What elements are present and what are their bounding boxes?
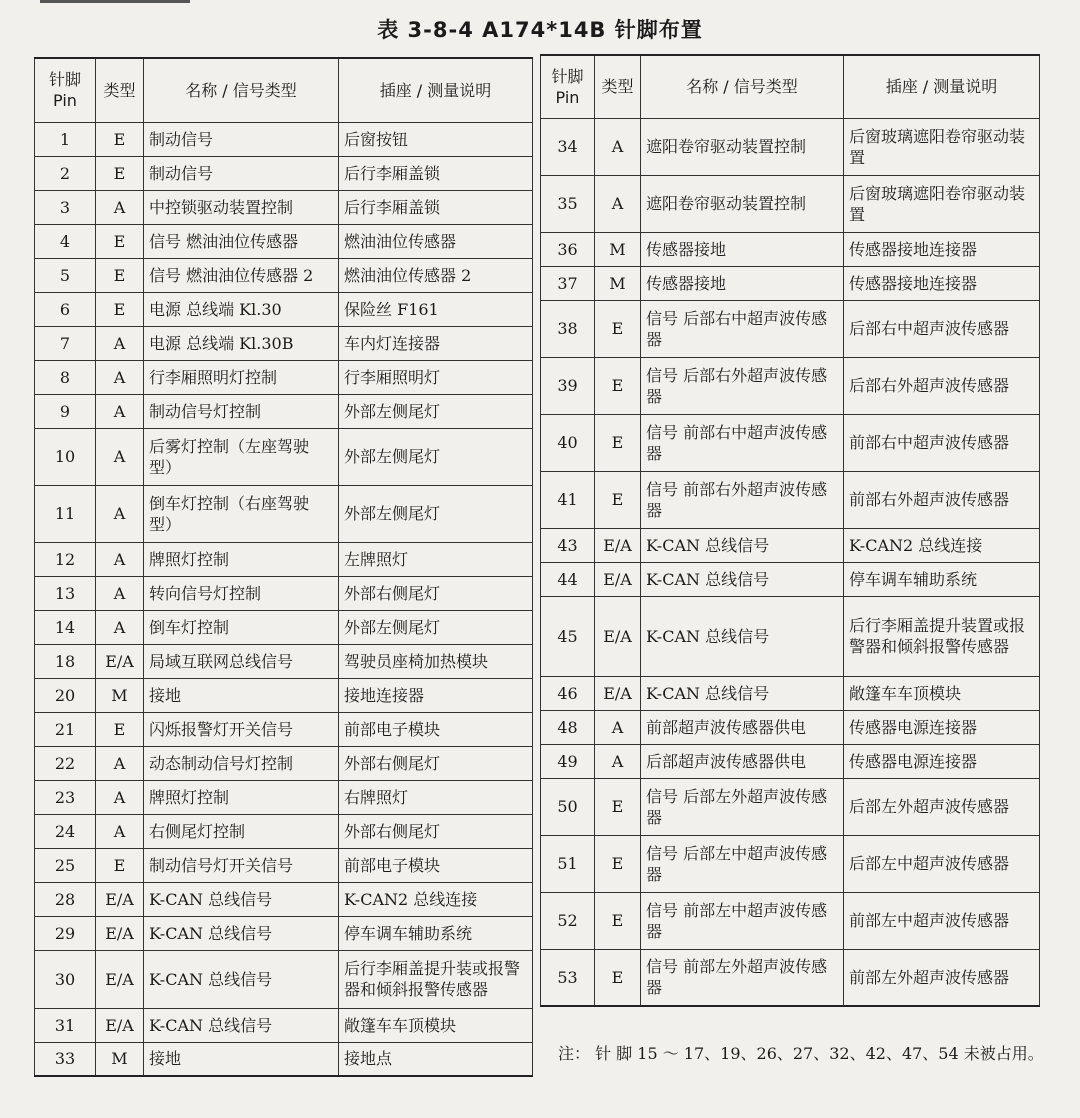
table-row xyxy=(35,258,533,292)
name-cell: 接地 xyxy=(144,1042,339,1076)
pin-cell: 53 xyxy=(541,949,595,1006)
pin-cell: 11 xyxy=(35,485,96,542)
name-cell: 制动信号灯控制 xyxy=(144,394,339,428)
desc-cell: 外部右侧尾灯 xyxy=(339,576,533,610)
type-cell: A xyxy=(96,360,144,394)
type-cell: A xyxy=(96,780,144,814)
desc-cell: 外部左侧尾灯 xyxy=(339,428,533,485)
table-row xyxy=(35,950,533,1008)
table-row xyxy=(35,326,533,360)
header-desc: 插座 / 测量说明 xyxy=(844,55,1040,118)
desc-cell: 敞篷车车顶模块 xyxy=(844,676,1040,710)
table-row xyxy=(35,712,533,746)
name-cell: K-CAN 总线信号 xyxy=(641,562,844,596)
name-cell: K-CAN 总线信号 xyxy=(144,1008,339,1042)
desc-cell: 后窗玻璃遮阳卷帘驱动装置 xyxy=(844,118,1040,175)
pin-cell: 1 xyxy=(35,122,96,156)
type-cell: A xyxy=(595,118,641,175)
desc-cell: 前部电子模块 xyxy=(339,848,533,882)
pin-cell: 10 xyxy=(35,428,96,485)
type-cell: E xyxy=(96,156,144,190)
desc-cell: 传感器电源连接器 xyxy=(844,744,1040,778)
pin-cell: 52 xyxy=(541,892,595,949)
table-row xyxy=(35,292,533,326)
table-row xyxy=(541,892,1040,949)
pin-cell: 44 xyxy=(541,562,595,596)
type-cell: M xyxy=(595,266,641,300)
desc-cell: 停车调车辅助系统 xyxy=(844,562,1040,596)
table-row xyxy=(541,118,1040,175)
type-cell: A xyxy=(96,576,144,610)
header-pin: 针脚 Pin xyxy=(541,55,595,118)
table-row xyxy=(35,848,533,882)
table-row xyxy=(35,360,533,394)
pin-cell: 51 xyxy=(541,835,595,892)
desc-cell: 保险丝 F161 xyxy=(339,292,533,326)
table-row xyxy=(35,394,533,428)
pin-cell: 33 xyxy=(35,1042,96,1076)
pin-cell: 38 xyxy=(541,300,595,357)
type-cell: E xyxy=(595,471,641,528)
table-row xyxy=(35,610,533,644)
name-cell: K-CAN 总线信号 xyxy=(641,676,844,710)
type-cell: E xyxy=(595,949,641,1006)
type-cell: E/A xyxy=(595,562,641,596)
type-cell: A xyxy=(96,394,144,428)
name-cell: 电源 总线端 Kl.30 xyxy=(144,292,339,326)
table-row xyxy=(35,122,533,156)
name-cell: 制动信号 xyxy=(144,156,339,190)
name-cell: 前部超声波传感器供电 xyxy=(641,710,844,744)
name-cell: 倒车灯控制（右座驾驶型） xyxy=(144,485,339,542)
desc-cell: 后部右外超声波传感器 xyxy=(844,357,1040,414)
page-title: 表 3-8-4 A174*14B 针脚布置 xyxy=(377,18,703,42)
type-cell: M xyxy=(595,232,641,266)
name-cell: 信号 燃油油位传感器 2 xyxy=(144,258,339,292)
desc-cell: 外部右侧尾灯 xyxy=(339,746,533,780)
type-cell: E/A xyxy=(595,596,641,676)
name-cell: 行李厢照明灯控制 xyxy=(144,360,339,394)
footnote: 注： 针 脚 15 ～ 17、19、26、27、32、42、47、54 未被占用。 xyxy=(558,1044,1044,1063)
desc-cell: 外部左侧尾灯 xyxy=(339,485,533,542)
type-cell: E xyxy=(595,414,641,471)
desc-cell: 后部左中超声波传感器 xyxy=(844,835,1040,892)
desc-cell: K-CAN2 总线连接 xyxy=(339,882,533,916)
type-cell: A xyxy=(96,326,144,360)
header-name: 名称 / 信号类型 xyxy=(144,58,339,122)
name-cell: K-CAN 总线信号 xyxy=(641,596,844,676)
name-cell: 传感器接地 xyxy=(641,266,844,300)
table-row xyxy=(541,778,1040,835)
desc-cell: 右牌照灯 xyxy=(339,780,533,814)
desc-cell: 停车调车辅助系统 xyxy=(339,916,533,950)
table-row xyxy=(541,835,1040,892)
desc-cell: 外部左侧尾灯 xyxy=(339,394,533,428)
type-cell: E xyxy=(96,848,144,882)
name-cell: 信号 燃油油位传感器 xyxy=(144,224,339,258)
table-row xyxy=(35,224,533,258)
type-cell: A xyxy=(595,175,641,232)
header-name: 名称 / 信号类型 xyxy=(641,55,844,118)
pin-cell: 36 xyxy=(541,232,595,266)
pin-cell: 41 xyxy=(541,471,595,528)
name-cell: K-CAN 总线信号 xyxy=(144,882,339,916)
type-cell: E/A xyxy=(96,916,144,950)
name-cell: 闪烁报警灯开关信号 xyxy=(144,712,339,746)
pin-cell: 13 xyxy=(35,576,96,610)
desc-cell: 后行李厢盖锁 xyxy=(339,156,533,190)
name-cell: 遮阳卷帘驱动装置控制 xyxy=(641,175,844,232)
table-row xyxy=(35,644,533,678)
name-cell: 信号 前部右外超声波传感器 xyxy=(641,471,844,528)
table-row xyxy=(35,746,533,780)
desc-cell: 前部右中超声波传感器 xyxy=(844,414,1040,471)
type-cell: A xyxy=(96,190,144,224)
desc-cell: 后部左外超声波传感器 xyxy=(844,778,1040,835)
table-row xyxy=(541,266,1040,300)
desc-cell: 行李厢照明灯 xyxy=(339,360,533,394)
pin-cell: 25 xyxy=(35,848,96,882)
table-row xyxy=(35,1008,533,1042)
table-row xyxy=(35,1042,533,1076)
table-row xyxy=(541,596,1040,676)
header-desc: 插座 / 测量说明 xyxy=(339,58,533,122)
name-cell: 信号 前部右中超声波传感器 xyxy=(641,414,844,471)
type-cell: E xyxy=(595,300,641,357)
header-type: 类型 xyxy=(595,55,641,118)
top-rule xyxy=(40,0,190,3)
type-cell: A xyxy=(96,542,144,576)
pin-cell: 21 xyxy=(35,712,96,746)
pin-cell: 12 xyxy=(35,542,96,576)
pin-cell: 45 xyxy=(541,596,595,676)
desc-cell: 燃油油位传感器 xyxy=(339,224,533,258)
name-cell: 遮阳卷帘驱动装置控制 xyxy=(641,118,844,175)
desc-cell: 后行李厢盖锁 xyxy=(339,190,533,224)
type-cell: E xyxy=(595,892,641,949)
pin-cell: 7 xyxy=(35,326,96,360)
name-cell: 动态制动信号灯控制 xyxy=(144,746,339,780)
pin-cell: 9 xyxy=(35,394,96,428)
desc-cell: 传感器电源连接器 xyxy=(844,710,1040,744)
table-row xyxy=(35,190,533,224)
name-cell: 牌照灯控制 xyxy=(144,542,339,576)
table-row xyxy=(541,232,1040,266)
type-cell: E/A xyxy=(595,676,641,710)
name-cell: 信号 后部左中超声波传感器 xyxy=(641,835,844,892)
table-row xyxy=(35,678,533,712)
pin-cell: 39 xyxy=(541,357,595,414)
desc-cell: 接地点 xyxy=(339,1042,533,1076)
table-row xyxy=(541,710,1040,744)
name-cell: 接地 xyxy=(144,678,339,712)
desc-cell: 后窗按钮 xyxy=(339,122,533,156)
type-cell: A xyxy=(96,814,144,848)
desc-cell: 传感器接地连接器 xyxy=(844,232,1040,266)
pin-cell: 20 xyxy=(35,678,96,712)
pin-cell: 6 xyxy=(35,292,96,326)
desc-cell: 后行李厢盖提升装或报警器和倾斜报警传感器 xyxy=(339,950,533,1008)
name-cell: 信号 后部左外超声波传感器 xyxy=(641,778,844,835)
name-cell: 转向信号灯控制 xyxy=(144,576,339,610)
pin-cell: 14 xyxy=(35,610,96,644)
name-cell: K-CAN 总线信号 xyxy=(144,916,339,950)
desc-cell: 外部左侧尾灯 xyxy=(339,610,533,644)
table-row xyxy=(541,414,1040,471)
table-row xyxy=(35,542,533,576)
header-type: 类型 xyxy=(96,58,144,122)
name-cell: 传感器接地 xyxy=(641,232,844,266)
name-cell: 后雾灯控制（左座驾驶型） xyxy=(144,428,339,485)
type-cell: E xyxy=(96,292,144,326)
table-row xyxy=(35,780,533,814)
desc-cell: 前部左外超声波传感器 xyxy=(844,949,1040,1006)
pin-cell: 30 xyxy=(35,950,96,1008)
name-cell: K-CAN 总线信号 xyxy=(144,950,339,1008)
pin-cell: 48 xyxy=(541,710,595,744)
name-cell: 电源 总线端 Kl.30B xyxy=(144,326,339,360)
pin-cell: 8 xyxy=(35,360,96,394)
pin-cell: 46 xyxy=(541,676,595,710)
type-cell: E xyxy=(595,778,641,835)
pin-cell: 22 xyxy=(35,746,96,780)
pin-cell: 4 xyxy=(35,224,96,258)
desc-cell: 传感器接地连接器 xyxy=(844,266,1040,300)
table-row xyxy=(35,485,533,542)
type-cell: E/A xyxy=(595,528,641,562)
pin-cell: 50 xyxy=(541,778,595,835)
table-row xyxy=(35,916,533,950)
name-cell: 信号 前部左外超声波传感器 xyxy=(641,949,844,1006)
table-row xyxy=(541,744,1040,778)
type-cell: E xyxy=(595,835,641,892)
desc-cell: 后窗玻璃遮阳卷帘驱动装置 xyxy=(844,175,1040,232)
name-cell: 制动信号灯开关信号 xyxy=(144,848,339,882)
table-row xyxy=(541,300,1040,357)
desc-cell: 前部电子模块 xyxy=(339,712,533,746)
name-cell: 后部超声波传感器供电 xyxy=(641,744,844,778)
pin-cell: 29 xyxy=(35,916,96,950)
type-cell: A xyxy=(96,746,144,780)
pin-table-right xyxy=(540,54,1040,1007)
header-pin: 针脚 Pin xyxy=(35,58,96,122)
desc-cell: 驾驶员座椅加热模块 xyxy=(339,644,533,678)
type-cell: A xyxy=(595,744,641,778)
table-row xyxy=(541,357,1040,414)
name-cell: 右侧尾灯控制 xyxy=(144,814,339,848)
type-cell: E xyxy=(595,357,641,414)
desc-cell: K-CAN2 总线连接 xyxy=(844,528,1040,562)
pin-cell: 37 xyxy=(541,266,595,300)
type-cell: E xyxy=(96,712,144,746)
type-cell: E/A xyxy=(96,950,144,1008)
type-cell: A xyxy=(96,428,144,485)
pin-cell: 3 xyxy=(35,190,96,224)
pin-cell: 40 xyxy=(541,414,595,471)
pin-cell: 28 xyxy=(35,882,96,916)
desc-cell: 燃油油位传感器 2 xyxy=(339,258,533,292)
table-row xyxy=(35,428,533,485)
name-cell: 制动信号 xyxy=(144,122,339,156)
pin-cell: 34 xyxy=(541,118,595,175)
table-row xyxy=(541,949,1040,1006)
table-row xyxy=(541,676,1040,710)
name-cell: 中控锁驱动装置控制 xyxy=(144,190,339,224)
table-row xyxy=(35,882,533,916)
type-cell: A xyxy=(595,710,641,744)
table-row xyxy=(35,814,533,848)
type-cell: A xyxy=(96,485,144,542)
table-row xyxy=(541,471,1040,528)
desc-cell: 后行李厢盖提升装置或报警器和倾斜报警传感器 xyxy=(844,596,1040,676)
type-cell: M xyxy=(96,1042,144,1076)
desc-cell: 外部右侧尾灯 xyxy=(339,814,533,848)
pin-cell: 23 xyxy=(35,780,96,814)
type-cell: M xyxy=(96,678,144,712)
pin-table-left xyxy=(34,57,533,1077)
desc-cell: 前部右外超声波传感器 xyxy=(844,471,1040,528)
pin-cell: 35 xyxy=(541,175,595,232)
type-cell: E xyxy=(96,224,144,258)
type-cell: E xyxy=(96,122,144,156)
pin-cell: 2 xyxy=(35,156,96,190)
name-cell: 信号 前部左中超声波传感器 xyxy=(641,892,844,949)
type-cell: A xyxy=(96,610,144,644)
desc-cell: 后部右中超声波传感器 xyxy=(844,300,1040,357)
type-cell: E/A xyxy=(96,1008,144,1042)
pin-cell: 49 xyxy=(541,744,595,778)
table-row xyxy=(541,562,1040,596)
table-row xyxy=(35,576,533,610)
desc-cell: 前部左中超声波传感器 xyxy=(844,892,1040,949)
name-cell: 信号 后部右外超声波传感器 xyxy=(641,357,844,414)
name-cell: 牌照灯控制 xyxy=(144,780,339,814)
pin-cell: 24 xyxy=(35,814,96,848)
pin-cell: 43 xyxy=(541,528,595,562)
desc-cell: 车内灯连接器 xyxy=(339,326,533,360)
type-cell: E/A xyxy=(96,644,144,678)
table-row xyxy=(541,175,1040,232)
name-cell: 局域互联网总线信号 xyxy=(144,644,339,678)
desc-cell: 接地连接器 xyxy=(339,678,533,712)
pin-cell: 18 xyxy=(35,644,96,678)
table-row xyxy=(541,528,1040,562)
type-cell: E/A xyxy=(96,882,144,916)
type-cell: E xyxy=(96,258,144,292)
name-cell: 倒车灯控制 xyxy=(144,610,339,644)
pin-cell: 31 xyxy=(35,1008,96,1042)
name-cell: K-CAN 总线信号 xyxy=(641,528,844,562)
pin-cell: 5 xyxy=(35,258,96,292)
name-cell: 信号 后部右中超声波传感器 xyxy=(641,300,844,357)
desc-cell: 左牌照灯 xyxy=(339,542,533,576)
desc-cell: 敞篷车车顶模块 xyxy=(339,1008,533,1042)
table-row xyxy=(35,156,533,190)
